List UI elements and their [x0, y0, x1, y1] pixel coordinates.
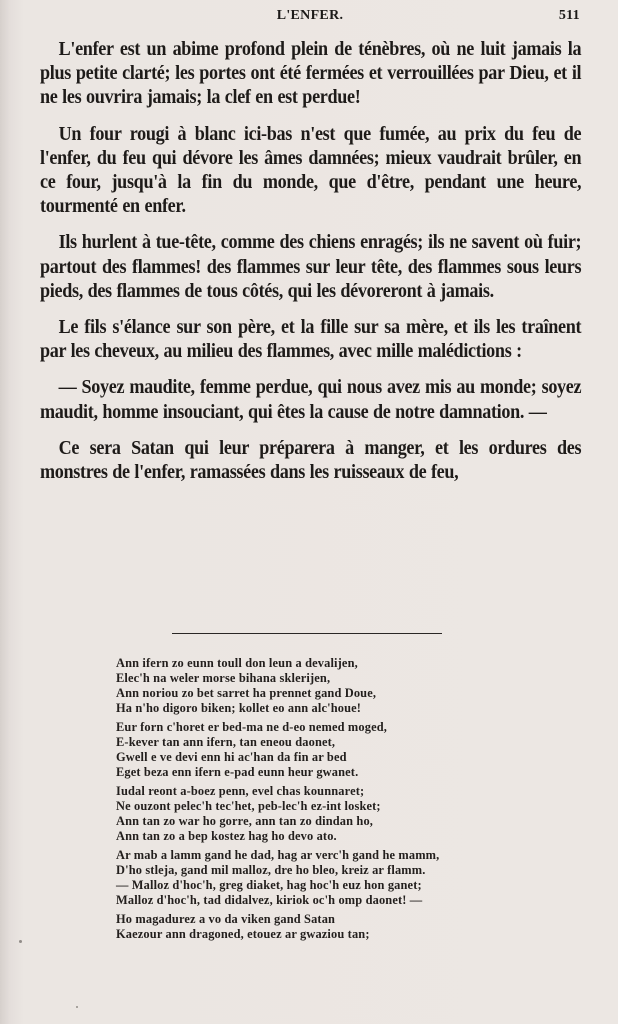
- verse-line: Ho magadurez a vo da viken gand Satan: [116, 911, 336, 926]
- paragraph-satan: Ce sera Satan qui leur préparera à manger, et les ordures des monstres de l'enfer, ramassées dans les ruisseaux de feu,: [40, 437, 582, 484]
- running-title: L'ENFER.: [276, 8, 344, 23]
- verse-line: Ne ouzont pelec'h tec'het, peb-lec'h ez-int losket;: [116, 799, 381, 814]
- breton-verse: [116, 656, 536, 946]
- paper-speck: [76, 1006, 78, 1008]
- verse-stanza: [116, 848, 536, 908]
- verse-line: — Malloz d'hoc'h, greg diaket, hag hoc'h euz hon ganet;: [116, 878, 422, 893]
- running-head: [40, 8, 580, 28]
- french-body-text: [40, 38, 581, 497]
- paragraph-son-and-daughter: Le fils s'élance sur son père, et la fille sur sa mère, et ils les traînent par les cheveux, au milieu des flammes, avec mille malédictions :: [40, 317, 582, 363]
- verse-line: Ann tan zo a bep kostez hag ho devo ato.: [116, 829, 337, 844]
- verse-line: Gwell e ve devi enn hi ac'han da fin ar bed: [116, 750, 347, 765]
- verse-stanza: [116, 912, 536, 942]
- verse-line: Ann tan zo war ho gorre, ann tan zo dindan ho,: [116, 814, 374, 829]
- paragraph-furnace: Un four rougi à blanc ici-bas n'est que fumée, au prix du feu de l'enfer, du feu qui dévore les âmes damnées; mieux vaudrait brûler, en ce four, jusqu'à la fin du monde, que d'être, pendant une heure, tourmenté en enfer.: [40, 123, 582, 218]
- verse-stanza: [116, 656, 536, 716]
- verse-line: E-kever tan ann ifern, tan eneou daonet,: [116, 735, 336, 750]
- verse-line: Eur forn c'horet er bed-ma ne d-eo nemed moged,: [116, 719, 388, 734]
- paragraph-abyss: L'enfer est un abime profond plein de ténèbres, où ne luit jamais la plus petite clarté; les portes ont été fermées et verrouillées par Dieu, et il ne les ouvrira jamais; la clef en est perdue!: [40, 39, 582, 109]
- verse-line: Ha n'ho digoro biken; kollet eo ann alc'houe!: [116, 701, 362, 716]
- verse-line: Iudal reont a-boez penn, evel chas kounnaret;: [116, 783, 365, 798]
- verse-line: Elec'h na weler morse bihana sklerijen,: [116, 671, 331, 686]
- paper-speck: [19, 940, 22, 943]
- verse-stanza: [116, 720, 536, 780]
- paragraph-curse: — Soyez maudite, femme perdue, qui nous avez mis au monde; soyez maudit, homme insouciant, qui êtes la cause de notre damnation. —: [40, 377, 582, 423]
- verse-line: Eget beza enn ifern e-pad eunn heur gwanet.: [116, 765, 359, 780]
- verse-line: Kaezour ann dragoned, etouez ar gwaziou tan;: [116, 926, 370, 941]
- section-divider-rule: [172, 633, 442, 634]
- verse-line: Ar mab a lamm gand he dad, hag ar verc'h gand he mamm,: [116, 847, 440, 862]
- verse-line: Ann noriou zo bet sarret ha prennet gand Doue,: [116, 686, 377, 701]
- verse-stanza: [116, 784, 536, 844]
- verse-line: Malloz d'hoc'h, tad didalvez, kiriok oc'h omp daonet! —: [116, 893, 423, 908]
- verse-line: Ann ifern zo eunn toull don leun a devalijen,: [116, 656, 358, 670]
- verse-line: D'ho stleja, gand mil malloz, dre ho bleo, kreiz ar flamm.: [116, 863, 426, 877]
- page-number: 511: [558, 8, 580, 23]
- paragraph-howling: Ils hurlent à tue-tête, comme des chiens enragés; ils ne savent où fuir; partout des flammes! des flammes sur leur tête, des flammes sous leurs pieds, des flammes de tous côtés, qui les dévoreront à jamais.: [40, 232, 582, 302]
